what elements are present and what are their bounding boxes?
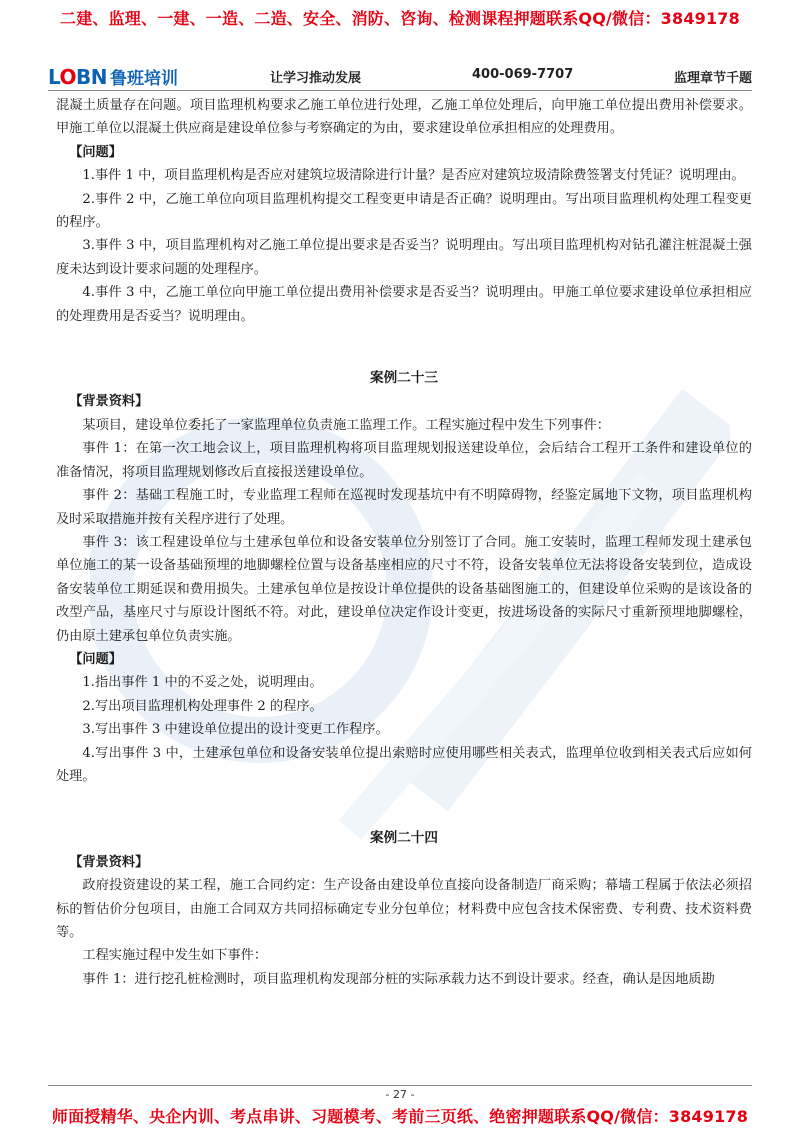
header-section-title: 监理章节千题 [673, 71, 752, 86]
background-paragraph: 某项目，建设单位委托了一家监理单位负责施工监理工作。工程实施过程中发生下列事件： [82, 417, 610, 433]
brand-logo [48, 64, 178, 89]
questions-label: 【问题】 [69, 651, 122, 667]
case-title: 案例二十三 [370, 370, 438, 387]
background-label: 【背景资料】 [69, 394, 149, 410]
continued-paragraph: 混凝土质量存在问题。项目监理机构要求乙施工单位进行处理，乙施工单位处理后，向甲施工单位提出费用补偿要求。甲施工单位以混凝土供应商是建设单位参与考察确定的为由，要求建设单位承担相应的处理费用。 [56, 98, 752, 137]
header-phone: 400-069-7707 [472, 67, 574, 82]
question-item: 4.事件 3 中，乙施工单位向甲施工单位提出费用补偿要求是否妥当？说明理由。甲施工单位要求建设单位承担相应的处理费用是否妥当？说明理由。 [56, 285, 752, 324]
question-item: 1.事件 1 中，项目监理机构是否应对建筑垃圾清除进行计量？是否应对建筑垃圾清除费签署支付凭证？说明理由。 [82, 168, 745, 184]
document-body [56, 94, 752, 991]
background-paragraph: 事件 2：基础工程施工时，专业监理工程师在巡视时发现基坑中有不明障碍物，经鉴定属地下文物，项目监理机构及时采取措施并按有关程序进行了处理。 [56, 488, 752, 527]
logo-mark: LOBN [48, 64, 108, 89]
background-paragraph: 工程实施过程中发生如下事件： [82, 948, 268, 964]
question-item: 1.指出事件 1 中的不妥之处，说明理由。 [82, 675, 323, 691]
background-paragraph: 事件 1：在第一次工地会议上，项目监理机构将项目监理规划报送建设单位，会后结合工程开工条件和建设单位的准备情况，将项目监理规划修改后直接报送建设单位。 [56, 441, 752, 480]
background-label: 【背景资料】 [69, 854, 149, 870]
page-header [48, 64, 752, 88]
background-paragraph: 政府投资建设的某工程，施工合同约定：生产设备由建设单位直接向设备制造厂商采购；幕墙工程属于依法必须招标的暂估价分包项目，由施工合同双方共同招标确定专业分包单位；材料费中应包含技术保密费、专利费、技术资料费等。 [56, 878, 752, 940]
bottom-promo-banner: 师面授精华、央企内训、考点串讲、习题模考、考前三页纸、绝密押题联系QQ/微信：3849178 [51, 1107, 749, 1126]
questions-label: 【问题】 [69, 144, 122, 160]
question-item: 2.写出项目监理机构处理事件 2 的程序。 [82, 698, 323, 714]
question-item: 3.写出事件 3 中建设单位提出的设计变更工作程序。 [82, 722, 389, 738]
question-item: 2.事件 2 中，乙施工单位向项目监理机构提交工程变更申请是否正确？说明理由。写出项目监理机构处理工程变更的程序。 [56, 191, 752, 231]
question-item: 4.写出事件 3 中，土建承包单位和设备安装单位提出索赔时应使用哪些相关表式，监理单位收到相关表式后应如何处理。 [56, 745, 752, 784]
background-paragraph: 事件 1：进行挖孔桩检测时，项目监理机构发现部分桩的实际承载力达不到设计要求。经查，确认是因地质勘 [82, 971, 715, 987]
page-number: - 27 - [385, 1088, 415, 1101]
case-title: 案例二十四 [370, 830, 438, 847]
footer-divider [48, 1085, 752, 1086]
logo-name: 鲁班培训 [110, 69, 179, 89]
background-paragraph: 事件 3：该工程建设单位与土建承包单位和设备安装单位分别签订了合同。施工安装时，监理工程师发现土建承包单位施工的某一设备基础预埋的地脚螺栓位置与设备基座相应的尺寸不符，设备安装单位无法将设备安装到位，造成设备安装单位工期延误和费用损失。土建承包单位是按设计单位提供的设备基础图施工的，但建设单位采购的是该设备的改型产品，基座尺寸与原设计图纸不符。对此，建设单位决定作设计变更，按进场设备的实际尺寸重新预埋地脚螺栓，仍由原土建承包单位负责实施。 [56, 534, 752, 644]
top-promo-banner: 二建、监理、一建、一造、二造、安全、消防、咨询、检测课程押题联系QQ/微信：3849178 [60, 9, 740, 28]
question-item: 3.事件 3 中，项目监理机构对乙施工单位提出要求是否妥当？说明理由。写出项目监理机构对钻孔灌注桩混凝土强度未达到设计要求问题的处理程序。 [56, 238, 752, 277]
header-slogan: 让学习推动发展 [270, 71, 362, 86]
header-divider [48, 90, 752, 91]
